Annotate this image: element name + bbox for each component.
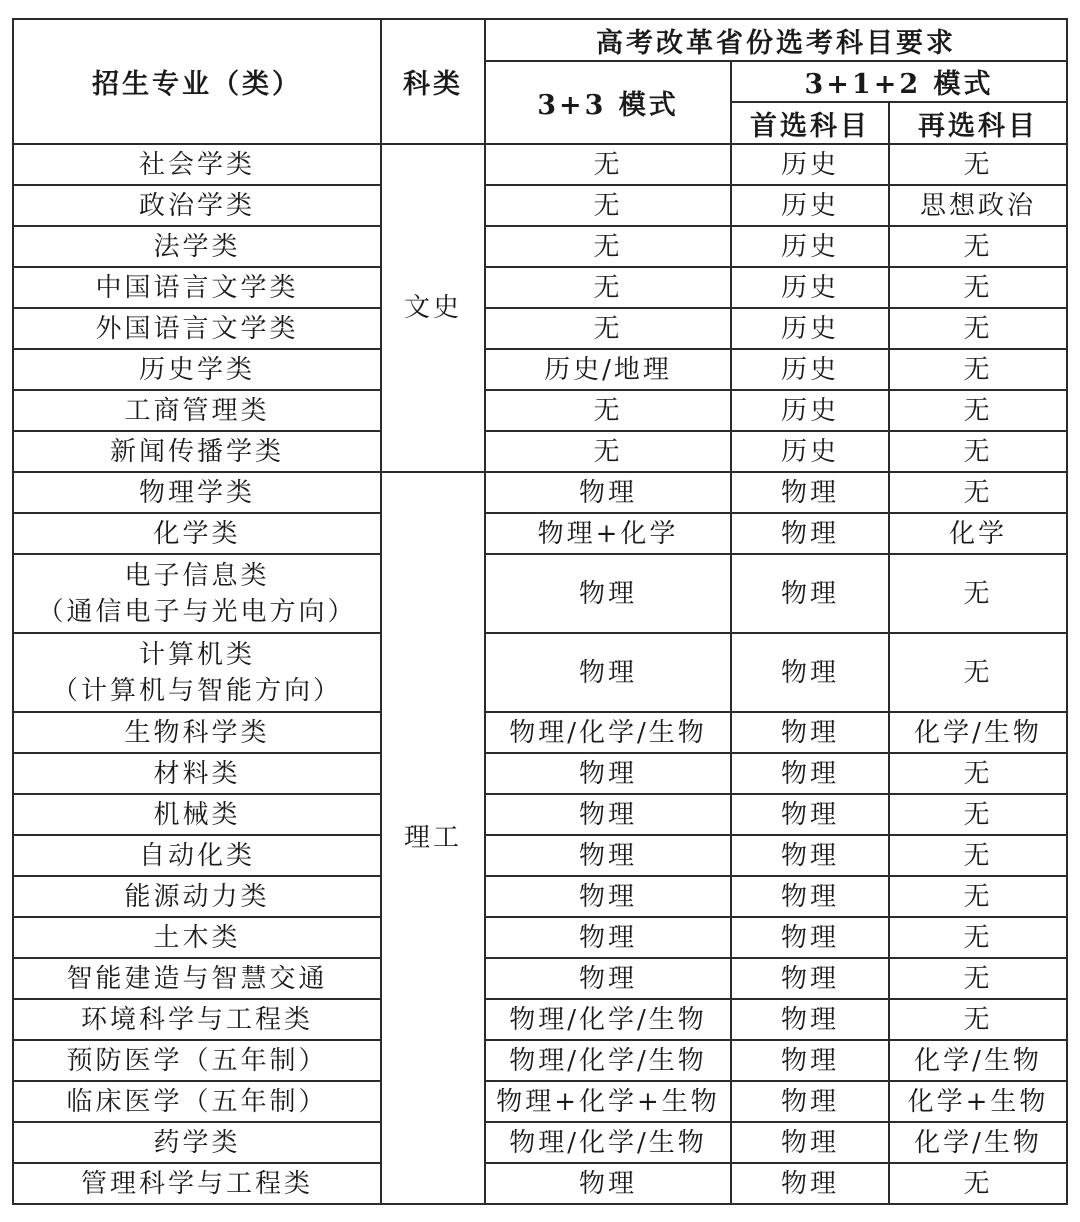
cell-second-choice: 化学 xyxy=(889,513,1067,554)
cell-mode-33: 物理 xyxy=(485,835,731,876)
cell-mode-33: 物理/化学/生物 xyxy=(485,999,731,1040)
table-row xyxy=(13,349,1067,390)
cell-second-choice: 无 xyxy=(889,999,1067,1040)
cell-mode-33: 无 xyxy=(485,308,731,349)
cell-first-choice: 物理 xyxy=(731,917,889,958)
major-name: 电子信息类 xyxy=(124,560,270,591)
cell-first-choice: 物理 xyxy=(731,513,889,554)
cell-mode-33: 物理/化学/生物 xyxy=(485,712,731,753)
table-row xyxy=(13,958,1067,999)
cell-second-choice: 无 xyxy=(889,226,1067,267)
cell-major xyxy=(13,431,381,472)
cell-mode-33: 物理 xyxy=(485,917,731,958)
category-wenshi: 文史 xyxy=(381,144,485,472)
cell-second-choice: 化学/生物 xyxy=(889,1040,1067,1081)
header-category: 科类 xyxy=(381,19,485,144)
cell-second-choice: 无 xyxy=(889,472,1067,513)
cell-second-choice: 无 xyxy=(889,267,1067,308)
cell-second-choice: 无 xyxy=(889,431,1067,472)
cell-first-choice: 物理 xyxy=(731,835,889,876)
cell-major xyxy=(13,794,381,835)
cell-mode-33: 无 xyxy=(485,390,731,431)
cell-major xyxy=(13,1122,381,1163)
cell-first-choice: 历史 xyxy=(731,185,889,226)
cell-second-choice: 化学/生物 xyxy=(889,712,1067,753)
cell-second-choice: 化学+生物 xyxy=(889,1081,1067,1122)
cell-major xyxy=(13,1040,381,1081)
major-name: 物理学类 xyxy=(138,477,255,508)
cell-major xyxy=(13,472,381,513)
cell-second-choice: 无 xyxy=(889,794,1067,835)
cell-major xyxy=(13,226,381,267)
table-row xyxy=(13,753,1067,794)
major-name: 药学类 xyxy=(153,1127,241,1158)
table-row xyxy=(13,185,1067,226)
cell-first-choice: 历史 xyxy=(731,226,889,267)
cell-mode-33: 物理 xyxy=(485,1163,731,1204)
cell-first-choice: 历史 xyxy=(731,349,889,390)
cell-major xyxy=(13,1081,381,1122)
cell-major xyxy=(13,267,381,308)
cell-first-choice: 物理 xyxy=(731,753,889,794)
cell-major xyxy=(13,390,381,431)
table-row xyxy=(13,999,1067,1040)
subject-requirements-table xyxy=(12,18,1068,1205)
cell-major xyxy=(13,917,381,958)
table-body xyxy=(13,144,1067,1204)
cell-second-choice: 无 xyxy=(889,144,1067,185)
cell-major xyxy=(13,349,381,390)
major-direction: （通信电子与光电方向） xyxy=(37,596,357,627)
cell-first-choice: 物理 xyxy=(731,958,889,999)
cell-mode-33: 物理+化学+生物 xyxy=(485,1081,731,1122)
cell-first-choice: 历史 xyxy=(731,308,889,349)
table-row xyxy=(13,917,1067,958)
cell-second-choice: 无 xyxy=(889,876,1067,917)
cell-second-choice: 无 xyxy=(889,1163,1067,1204)
table-container xyxy=(12,18,1066,1205)
major-name: 材料类 xyxy=(153,758,241,789)
major-name: 社会学类 xyxy=(138,149,255,180)
cell-mode-33: 无 xyxy=(485,144,731,185)
cell-first-choice: 物理 xyxy=(731,554,889,633)
cell-major xyxy=(13,958,381,999)
major-name: 工商管理类 xyxy=(124,395,270,426)
cell-mode-33: 物理 xyxy=(485,753,731,794)
cell-mode-33: 无 xyxy=(485,431,731,472)
table-row xyxy=(13,472,1067,513)
table-row xyxy=(13,267,1067,308)
cell-second-choice: 思想政治 xyxy=(889,185,1067,226)
cell-major xyxy=(13,753,381,794)
major-name: 能源动力类 xyxy=(124,881,270,912)
table-row xyxy=(13,1040,1067,1081)
major-name: 管理科学与工程类 xyxy=(80,1168,313,1199)
cell-major xyxy=(13,712,381,753)
header-major: 招生专业（类） xyxy=(13,19,381,144)
major-name: 土木类 xyxy=(153,922,241,953)
table-row xyxy=(13,712,1067,753)
cell-first-choice: 历史 xyxy=(731,267,889,308)
major-name: 中国语言文学类 xyxy=(95,272,299,303)
major-name: 机械类 xyxy=(153,799,241,830)
cell-first-choice: 物理 xyxy=(731,1122,889,1163)
cell-first-choice: 物理 xyxy=(731,1163,889,1204)
table-row xyxy=(13,1081,1067,1122)
table-row xyxy=(13,794,1067,835)
major-name: 预防医学（五年制） xyxy=(66,1045,328,1076)
cell-mode-33: 无 xyxy=(485,185,731,226)
cell-second-choice: 化学/生物 xyxy=(889,1122,1067,1163)
major-name: 自动化类 xyxy=(138,840,255,871)
cell-mode-33: 物理 xyxy=(485,794,731,835)
cell-mode-33: 物理 xyxy=(485,472,731,513)
cell-mode-33: 物理 xyxy=(485,554,731,633)
cell-first-choice: 物理 xyxy=(731,633,889,712)
major-name: 化学类 xyxy=(153,518,241,549)
cell-first-choice: 物理 xyxy=(731,1081,889,1122)
major-name: 法学类 xyxy=(153,231,241,262)
header-reform-requirements: 高考改革省份选考科目要求 xyxy=(485,19,1067,61)
major-name: 历史学类 xyxy=(138,354,255,385)
cell-mode-33: 物理 xyxy=(485,958,731,999)
cell-mode-33: 物理/化学/生物 xyxy=(485,1040,731,1081)
cell-major xyxy=(13,1163,381,1204)
table-row xyxy=(13,1163,1067,1204)
table-header xyxy=(13,19,1067,144)
cell-first-choice: 物理 xyxy=(731,794,889,835)
table-row xyxy=(13,431,1067,472)
major-name: 外国语言文学类 xyxy=(95,313,299,344)
cell-mode-33: 物理 xyxy=(485,876,731,917)
table-row xyxy=(13,308,1067,349)
major-name: 新闻传播学类 xyxy=(109,436,284,467)
table-row xyxy=(13,633,1067,712)
header-second-choice: 再选科目 xyxy=(889,102,1067,144)
cell-major xyxy=(13,308,381,349)
cell-first-choice: 物理 xyxy=(731,472,889,513)
table-row xyxy=(13,876,1067,917)
table-row xyxy=(13,144,1067,185)
major-name: 计算机类 xyxy=(138,639,255,670)
cell-mode-33: 物理 xyxy=(485,633,731,712)
cell-major xyxy=(13,513,381,554)
cell-mode-33: 历史/地理 xyxy=(485,349,731,390)
category-ligong: 理工 xyxy=(381,472,485,1204)
table-row xyxy=(13,835,1067,876)
cell-first-choice: 历史 xyxy=(731,390,889,431)
header-mode-33: 3+3 模式 xyxy=(485,61,731,144)
cell-first-choice: 物理 xyxy=(731,712,889,753)
cell-second-choice: 无 xyxy=(889,958,1067,999)
major-direction: （计算机与智能方向） xyxy=(51,675,342,706)
table-row xyxy=(13,513,1067,554)
cell-second-choice: 无 xyxy=(889,753,1067,794)
cell-major xyxy=(13,835,381,876)
major-name: 生物科学类 xyxy=(124,717,270,748)
cell-second-choice: 无 xyxy=(889,917,1067,958)
cell-second-choice: 无 xyxy=(889,835,1067,876)
header-first-choice: 首选科目 xyxy=(731,102,889,144)
cell-first-choice: 物理 xyxy=(731,876,889,917)
major-name: 环境科学与工程类 xyxy=(80,1004,313,1035)
cell-second-choice: 无 xyxy=(889,308,1067,349)
cell-first-choice: 物理 xyxy=(731,999,889,1040)
cell-major xyxy=(13,633,381,712)
cell-second-choice: 无 xyxy=(889,633,1067,712)
cell-mode-33: 物理/化学/生物 xyxy=(485,1122,731,1163)
table-row xyxy=(13,554,1067,633)
major-name: 临床医学（五年制） xyxy=(66,1086,328,1117)
cell-mode-33: 无 xyxy=(485,267,731,308)
cell-major xyxy=(13,554,381,633)
cell-major xyxy=(13,144,381,185)
table-row xyxy=(13,226,1067,267)
cell-first-choice: 物理 xyxy=(731,1040,889,1081)
cell-second-choice: 无 xyxy=(889,554,1067,633)
cell-major xyxy=(13,999,381,1040)
table-row xyxy=(13,390,1067,431)
cell-major xyxy=(13,185,381,226)
header-mode-312: 3+1+2 模式 xyxy=(731,61,1067,102)
table-row xyxy=(13,1122,1067,1163)
cell-second-choice: 无 xyxy=(889,349,1067,390)
major-name: 政治学类 xyxy=(138,190,255,221)
major-name: 智能建造与智慧交通 xyxy=(66,963,328,994)
cell-major xyxy=(13,876,381,917)
cell-first-choice: 历史 xyxy=(731,431,889,472)
cell-mode-33: 无 xyxy=(485,226,731,267)
cell-first-choice: 历史 xyxy=(731,144,889,185)
cell-second-choice: 无 xyxy=(889,390,1067,431)
cell-mode-33: 物理+化学 xyxy=(485,513,731,554)
